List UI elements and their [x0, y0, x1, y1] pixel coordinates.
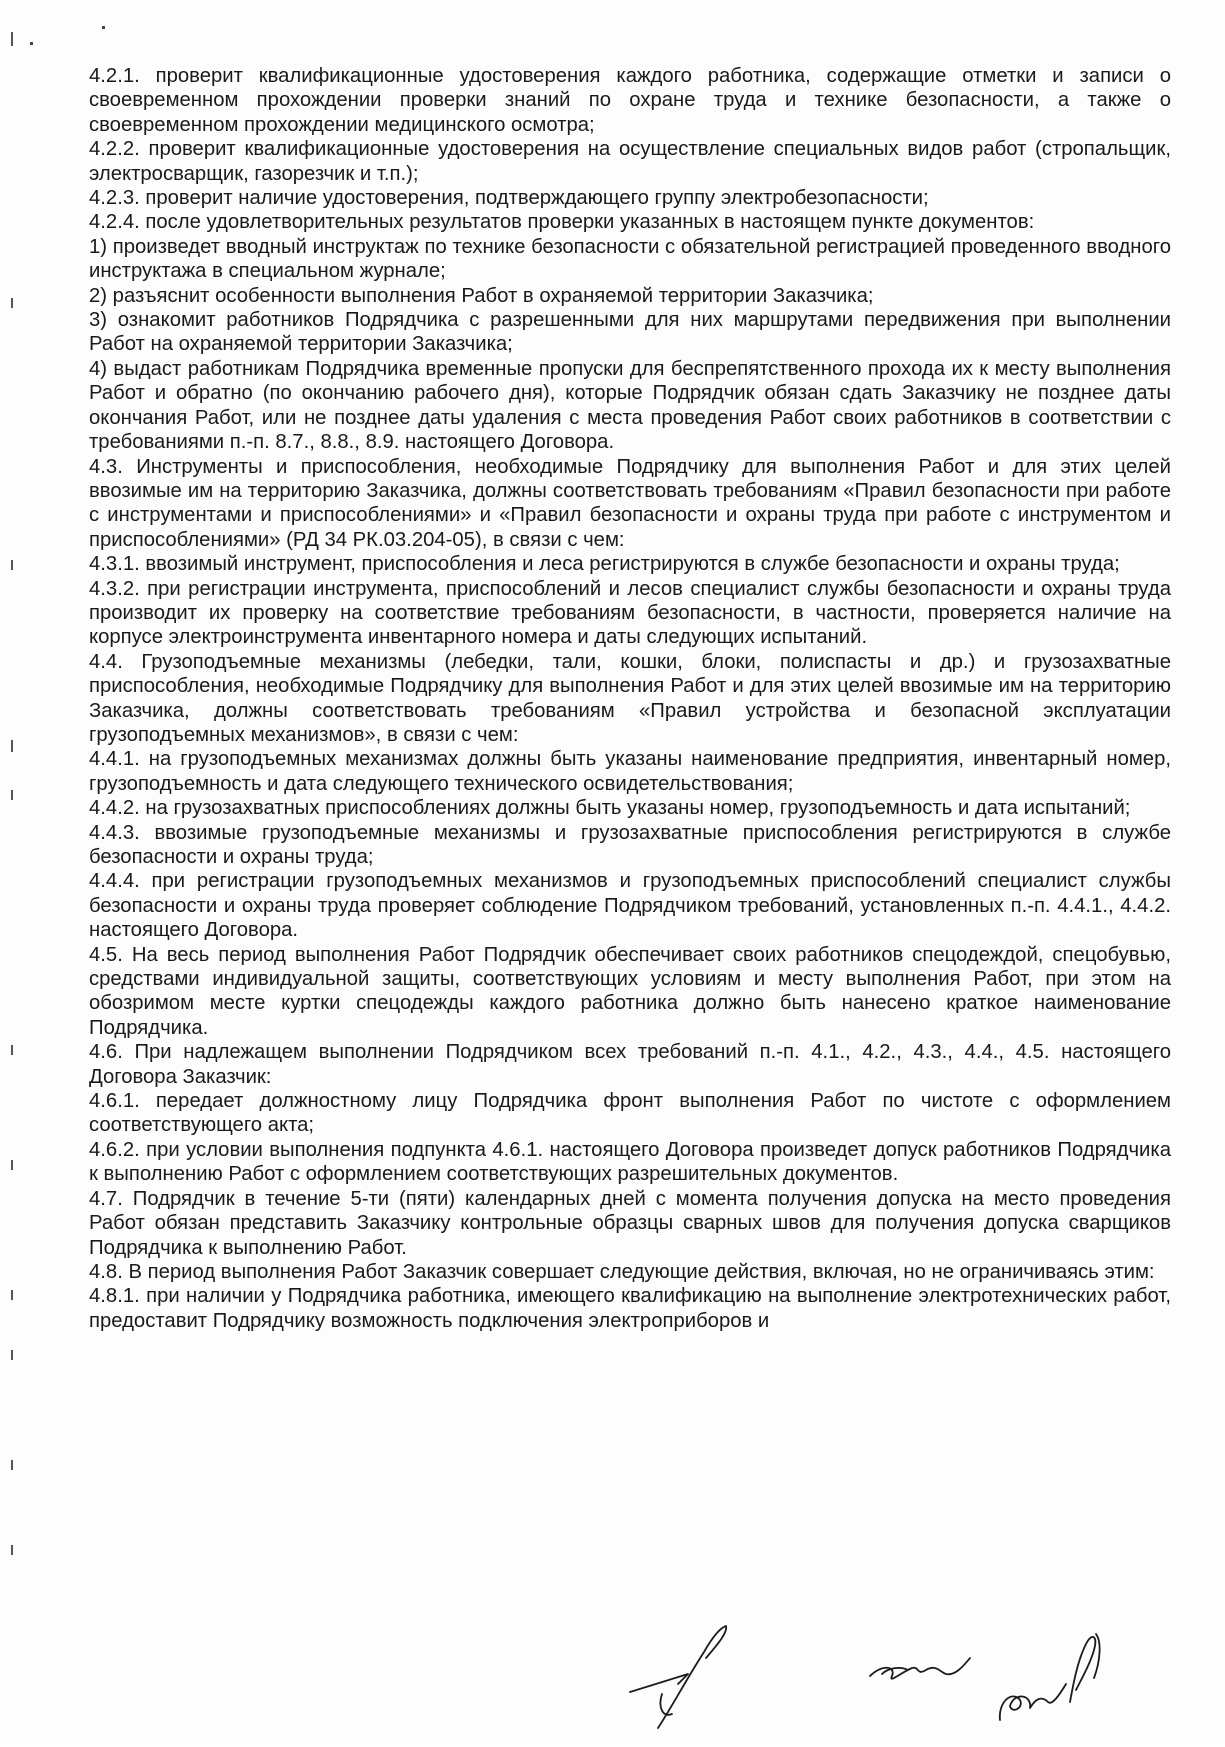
- signatures-svg: [600, 1610, 1200, 1742]
- paragraph-item-2: 2) разъяснит особенности выполнения Работ в охраняемой территории Заказчика;: [89, 284, 874, 307]
- scan-mark: [11, 32, 13, 46]
- scan-mark: [11, 1350, 13, 1360]
- paragraph-4-6: 4.6. При надлежащем выполнении Подрядчиком всех требований п.-п. 4.1., 4.2., 4.3., 4.4., 4.5. настоящего Договора Заказчик:: [89, 1041, 1171, 1088]
- scan-mark: [11, 1045, 13, 1055]
- paragraph-item-4: 4) выдаст работникам Подрядчика временные пропуски для беспрепятственного прохода их к месту выполнения Работ и обратно (по окончанию рабочего дня), которые Подрядчик обязан сдать Заказчику не позднее даты окончания Работ, или не позднее даты удаления с места проведения Работ своих работников в соответствии с требованиями п.-п. 8.7., 8.8., 8.9. настоящего Договора.: [89, 357, 1171, 454]
- scan-mark: [11, 1460, 13, 1470]
- signatures-area: [600, 1610, 1200, 1742]
- paragraph-4-4-1: 4.4.1. на грузоподъемных механизмах должны быть указаны наименование предприятия, инвентарный номер, грузоподъемность и дата следующего технического освидетельствования;: [89, 748, 1171, 795]
- paragraph-item-3: 3) ознакомит работников Подрядчика с разрешенными для них маршрутами передвижения при выполнении Работ на охраняемой территории Заказчика;: [89, 309, 1171, 356]
- paragraph-4-2-1: 4.2.1. проверит квалификационные удостоверения каждого работника, содержащие отметки и записи о своевременном прохождении проверки знаний по охране труда и технике безопасности, а также о своевременном прохождении медицинского осмотра;: [89, 65, 1171, 136]
- scan-edge-marks: [0, 0, 30, 1742]
- scan-mark: [11, 1160, 13, 1170]
- scan-mark: [11, 790, 13, 800]
- signature-left: [630, 1626, 726, 1728]
- paragraph-4-2-4: 4.2.4. после удовлетворительных результатов проверки указанных в настоящем пункте документов:: [89, 211, 1035, 234]
- signature-right: [1000, 1634, 1100, 1720]
- paragraph-4-6-2: 4.6.2. при условии выполнения подпункта 4.6.1. настоящего Договора произведет допуск работников Подрядчика к выполнению Работ с оформлением соответствующих разрешительных документов.: [89, 1138, 1171, 1186]
- scan-mark: [11, 560, 13, 570]
- paragraph-4-2-2: 4.2.2. проверит квалификационные удостоверения на осуществление специальных видов работ (стропальщик, электросварщик, газорезчик и т.п.);: [89, 138, 1171, 185]
- paragraph-4-4-4: 4.4.4. при регистрации грузоподъемных механизмов и грузоподъемных приспособлений специалист службы безопасности и охраны труда проверяет соблюдение Подрядчиком требований, установленных п.-п. 4.4.1., 4.4.2. настоящего Договора.: [89, 870, 1171, 942]
- scan-mark: [11, 1290, 13, 1300]
- document-body: [89, 64, 1171, 1333]
- paragraph-4-8: 4.8. В период выполнения Работ Заказчик совершает следующие действия, включая, но не ограничиваясь этим:: [89, 1260, 1155, 1283]
- scan-speck: [102, 26, 105, 29]
- paragraph-4-5: 4.5. На весь период выполнения Работ Подрядчик обеспечивает своих работников спецодеждой, спецобувью, средствами индивидуальной защиты, соответствующих условиям и месту выполнения Работ, при этом на обозримом месте куртки спецодежды каждого работника должно быть нанесено краткое наименование Подрядчика.: [89, 943, 1171, 1039]
- paragraph-4-3-1: 4.3.1. ввозимый инструмент, приспособления и леса регистрируются в службе безопасности и охраны труда;: [89, 553, 1120, 576]
- paragraph-4-4-3: 4.4.3. ввозимые грузоподъемные механизмы и грузозахватные приспособления регистрируются в службе безопасности и охраны труда;: [89, 821, 1171, 868]
- paragraph-4-2-3: 4.2.3. проверит наличие удостоверения, подтверждающего группу электробезопасности;: [89, 187, 929, 210]
- paragraph-4-7: 4.7. Подрядчик в течение 5-ти (пяти) календарных дней с момента получения допуска на место проведения Работ обязан представить Заказчику контрольные образцы сварных швов для получения допуска сварщиков Подрядчика к выполнению Работ.: [89, 1187, 1171, 1259]
- paragraph-item-1: 1) произведет вводный инструктаж по технике безопасности с обязательной регистрацией проведенного вводного инструктажа в специальном журнале;: [89, 235, 1171, 283]
- paragraph-4-4-2: 4.4.2. на грузозахватных приспособлениях должны быть указаны номер, грузоподъемность и дата испытаний;: [89, 797, 1131, 820]
- signature-middle: [870, 1658, 970, 1679]
- scan-speck: [30, 42, 33, 45]
- scan-mark: [11, 740, 13, 752]
- scan-mark: [11, 298, 13, 308]
- paragraph-4-6-1: 4.6.1. передает должностному лицу Подрядчика фронт выполнения Работ по чистоте с оформлением соответствующего акта;: [89, 1090, 1171, 1137]
- scan-mark: [11, 1545, 13, 1555]
- paragraph-4-8-1: 4.8.1. при наличии у Подрядчика работника, имеющего квалификацию на выполнение электротехнических работ, предоставит Подрядчику возможность подключения электроприборов и: [89, 1285, 1171, 1332]
- paragraph-4-3: 4.3. Инструменты и приспособления, необходимые Подрядчику для выполнения Работ и для этих целей ввозимые им на территорию Заказчика, должны соответствовать требованиям «Правил безопасности при работе с инструментами и приспособлениями» и «Правил безопасности и охраны труда при работе с инструментом и приспособлениями» (РД 34 РК.03.204-05), в связи с чем:: [89, 455, 1171, 551]
- paragraph-4-3-2: 4.3.2. при регистрации инструмента, приспособлений и лесов специалист службы безопасности и охраны труда производит их проверку на соответствие требованиям безопасности, в частности, проверяется наличие на корпусе электроинструмента инвентарного номера и даты следующих испытаний.: [89, 577, 1171, 649]
- paragraph-4-4: 4.4. Грузоподъемные механизмы (лебедки, тали, кошки, блоки, полиспасты и др.) и грузозахватные приспособления, необходимые Подрядчику для выполнения Работ и для этих целей ввозимые им на территорию Заказчика, должны соответствовать требованиям «Правил устройства и безопасной эксплуатации грузоподъемных механизмов», в связи с чем:: [89, 650, 1171, 746]
